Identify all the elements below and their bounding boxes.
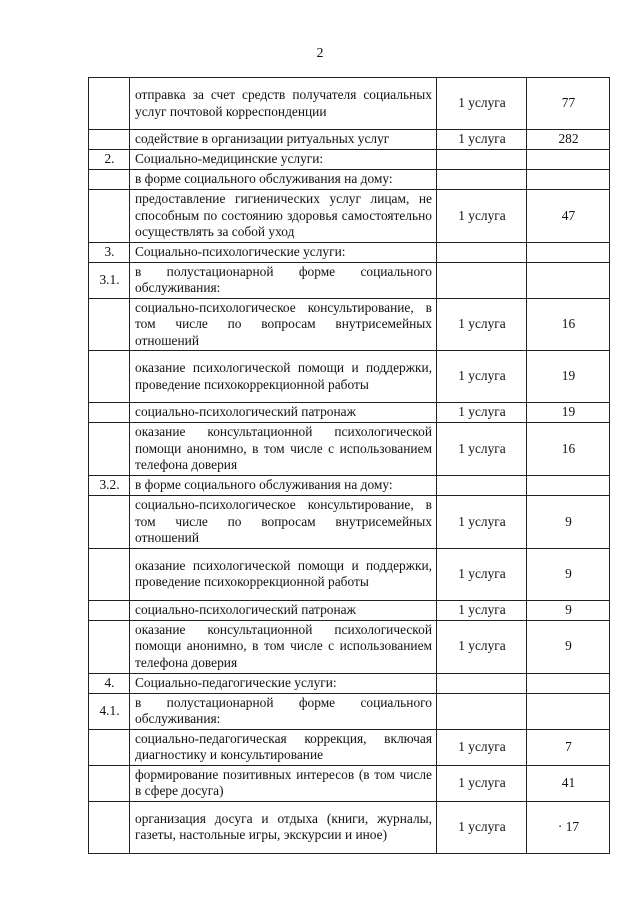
unit-cell: 1 услуга [437,403,527,423]
service-description-cell: оказание консультационной психологической помощи анонимно, в том числе с использованием телефона доверия [130,620,437,673]
unit-cell: 1 услуга [437,765,527,801]
table-row [89,729,610,765]
page-number: 2 [316,46,324,61]
table-row [89,548,610,600]
unit-cell [437,673,527,693]
table-row [89,130,610,150]
value-cell [527,150,610,170]
row-number-cell [89,351,130,403]
service-description-cell: в форме социального обслуживания на дому: [130,476,437,496]
unit-cell: 1 услуга [437,620,527,673]
unit-cell: 1 услуга [437,190,527,243]
service-description-cell: оказание консультационной психологической помощи анонимно, в том числе с использованием телефона доверия [130,423,437,476]
value-cell: 16 [527,423,610,476]
table-row [89,765,610,801]
service-description-cell: содействие в организации ритуальных услуг [130,130,437,150]
value-cell: 9 [527,496,610,549]
service-description-cell: социально-психологический патронаж [130,403,437,423]
unit-cell: 1 услуга [437,298,527,351]
unit-cell: 1 услуга [437,801,527,853]
row-number-cell [89,548,130,600]
row-number-cell: 2. [89,150,130,170]
value-cell: 19 [527,403,610,423]
row-number-cell [89,600,130,620]
table-row [89,403,610,423]
service-description-cell: социально-педагогическая коррекция, включая диагностику и консультирование [130,729,437,765]
table-row [89,801,610,853]
service-description-cell: в полустационарной форме социального обслуживания: [130,693,437,729]
row-number-cell: 3.1. [89,262,130,298]
unit-cell [437,242,527,262]
unit-cell [437,170,527,190]
unit-cell [437,693,527,729]
row-number-cell [89,403,130,423]
service-description-cell: отправка за счет средств получателя социальных услуг почтовой корреспонденции [130,78,437,130]
row-number-cell [89,190,130,243]
row-number-cell [89,620,130,673]
unit-cell [437,262,527,298]
row-number-cell [89,298,130,351]
table-row [89,423,610,476]
value-cell: 9 [527,548,610,600]
service-description-cell: социально-психологический патронаж [130,600,437,620]
row-number-cell [89,423,130,476]
value-cell: 282 [527,130,610,150]
service-description-cell: оказание психологической помощи и поддержки, проведение психокоррекционной работы [130,351,437,403]
value-cell [527,693,610,729]
service-description-cell: Социально-педагогические услуги: [130,673,437,693]
table-row [89,150,610,170]
service-description-cell: организация досуга и отдыха (книги, журналы, газеты, настольные игры, экскурсии и иное) [130,801,437,853]
service-description-cell: Социально-психологические услуги: [130,242,437,262]
table-row [89,351,610,403]
unit-cell: 1 услуга [437,729,527,765]
row-number-cell [89,765,130,801]
services-table [88,77,610,854]
row-number-cell: 3.2. [89,476,130,496]
table-row [89,476,610,496]
row-number-cell: 4. [89,673,130,693]
value-cell: · 17 [527,801,610,853]
table-row [89,600,610,620]
unit-cell: 1 услуга [437,600,527,620]
service-description-cell: в форме социального обслуживания на дому: [130,170,437,190]
unit-cell: 1 услуга [437,548,527,600]
row-number-cell [89,130,130,150]
value-cell [527,170,610,190]
value-cell: 9 [527,600,610,620]
table-row [89,298,610,351]
row-number-cell [89,496,130,549]
value-cell [527,673,610,693]
service-description-cell: социально-психологическое консультирование, в том числе по вопросам внутрисемейных отношений [130,298,437,351]
value-cell: 9 [527,620,610,673]
value-cell: 41 [527,765,610,801]
table-row [89,190,610,243]
row-number-cell [89,729,130,765]
unit-cell [437,476,527,496]
table-row [89,78,610,130]
value-cell: 7 [527,729,610,765]
service-description-cell: в полустационарной форме социального обслуживания: [130,262,437,298]
service-description-cell: оказание психологической помощи и поддержки, проведение психокоррекционной работы [130,548,437,600]
value-cell: 77 [527,78,610,130]
row-number-cell: 3. [89,242,130,262]
value-cell [527,262,610,298]
service-description-cell: Социально-медицинские услуги: [130,150,437,170]
row-number-cell: 4.1. [89,693,130,729]
services-table-body [89,78,610,854]
value-cell: 19 [527,351,610,403]
row-number-cell [89,78,130,130]
unit-cell: 1 услуга [437,78,527,130]
value-cell [527,242,610,262]
service-description-cell: формирование позитивных интересов (в том числе в сфере досуга) [130,765,437,801]
value-cell: 47 [527,190,610,243]
service-description-cell: социально-психологическое консультирование, в том числе по вопросам внутрисемейных отношений [130,496,437,549]
service-description-cell: предоставление гигиенических услуг лицам, не способным по состоянию здоровья самостоятельно осуществлять за собой уход [130,190,437,243]
unit-cell: 1 услуга [437,351,527,403]
value-cell: 16 [527,298,610,351]
unit-cell: 1 услуга [437,423,527,476]
row-number-cell [89,801,130,853]
unit-cell [437,150,527,170]
table-row [89,693,610,729]
table-row [89,242,610,262]
table-row [89,673,610,693]
unit-cell: 1 услуга [437,130,527,150]
table-row [89,496,610,549]
table-row [89,262,610,298]
unit-cell: 1 услуга [437,496,527,549]
row-number-cell [89,170,130,190]
table-row [89,620,610,673]
table-row [89,170,610,190]
value-cell [527,476,610,496]
